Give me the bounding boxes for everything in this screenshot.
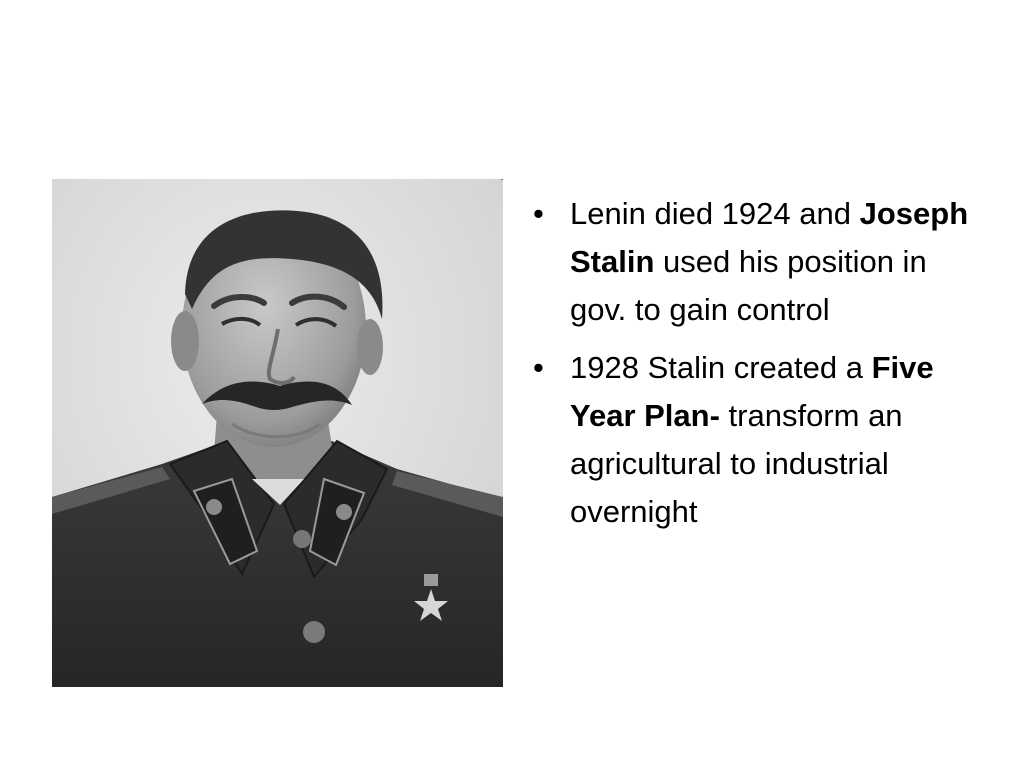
bullet-symbol: •	[533, 196, 544, 231]
portrait-photo	[52, 179, 503, 687]
bullet-list	[533, 190, 973, 546]
portrait-illustration	[52, 179, 503, 687]
bullet-item-lenin	[533, 190, 973, 334]
ear-right	[357, 319, 383, 375]
bullet-tail-text: used his position in gov. to gain control	[570, 244, 927, 327]
collar-pin-left	[206, 499, 222, 515]
bullet-bold-text: Five Year Plan-	[570, 350, 934, 433]
jacket-button-bottom	[303, 621, 325, 643]
medal-ribbon	[424, 574, 438, 586]
bullet-item-five-year-plan	[533, 344, 973, 536]
bullet-tail-text: transform an agricultural to industrial overnight	[570, 398, 903, 529]
jacket-button-top	[293, 530, 311, 548]
bullet-symbol: •	[533, 350, 544, 385]
bullet-lead-text: 1928 Stalin created a	[570, 350, 872, 385]
bullet-lead-text: Lenin died 1924 and	[570, 196, 860, 231]
collar-pin-right	[336, 504, 352, 520]
photo-frame-mark	[501, 179, 503, 180]
bullet-bold-text: Joseph Stalin	[570, 196, 969, 279]
ear-left	[171, 311, 199, 371]
